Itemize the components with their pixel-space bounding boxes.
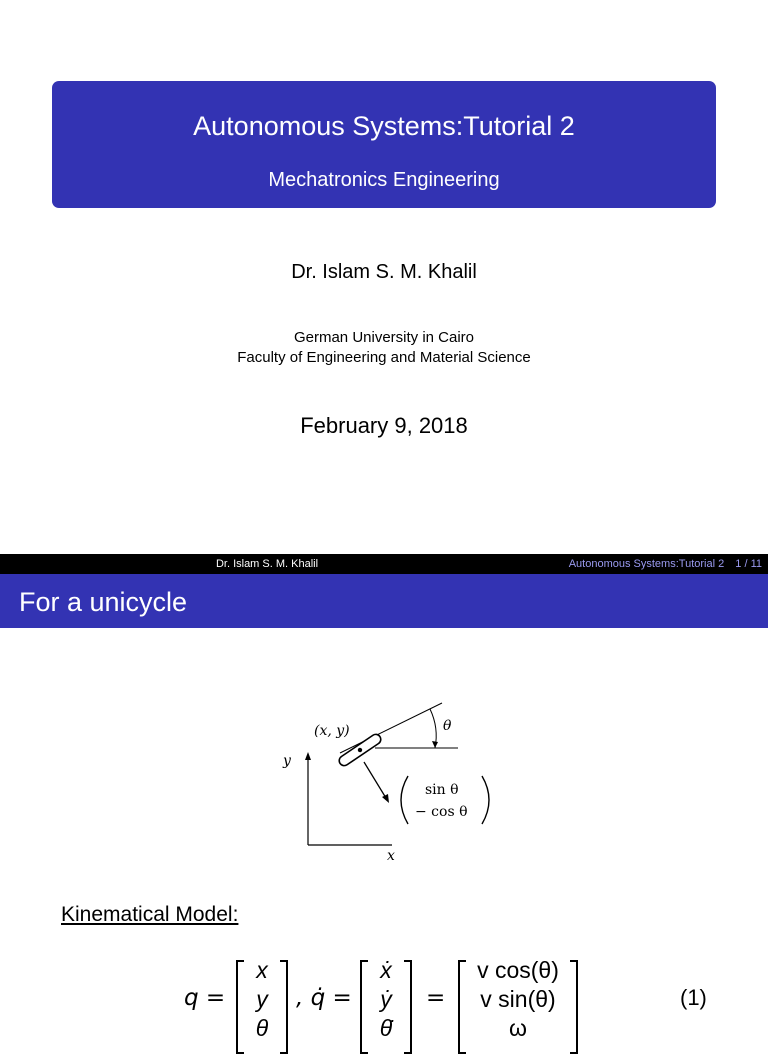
y-axis-label: y xyxy=(283,753,291,769)
unicycle-diagram xyxy=(280,690,510,870)
rhs-vector-left-bracket xyxy=(458,960,466,1054)
direction-vector xyxy=(364,762,386,798)
vector-top-entry: sin θ xyxy=(425,782,459,798)
qdot-vector-right-bracket xyxy=(404,960,412,1054)
equals-sign: = xyxy=(426,985,446,1011)
frame-title-bar xyxy=(0,574,768,628)
qdot-entry-y: ẏ xyxy=(380,986,392,1012)
title-block xyxy=(52,81,716,208)
institute-line-1: German University in Cairo xyxy=(293,329,475,346)
q-vector-right-bracket xyxy=(280,960,288,1054)
direction-vector-arrowhead xyxy=(382,794,389,803)
vector-bottom-entry: − cos θ xyxy=(415,804,468,820)
vector-right-paren xyxy=(482,776,489,824)
qdot-vector-left-bracket xyxy=(360,960,368,1054)
footer-title: Autonomous Systems:Tutorial 2 xyxy=(568,558,725,570)
frame-title: For a unicycle xyxy=(19,587,188,617)
author-name: Dr. Islam S. M. Khalil xyxy=(291,261,477,283)
q-entry-y: y xyxy=(256,986,268,1012)
qdot-entry-theta: θ̇ xyxy=(379,1015,393,1041)
footer-author: Dr. Islam S. M. Khalil xyxy=(0,554,534,574)
heading-line xyxy=(340,703,442,753)
presentation-title: Autonomous Systems:Tutorial 2 xyxy=(193,111,575,141)
slide-footer xyxy=(0,554,768,574)
presentation-date: February 9, 2018 xyxy=(300,413,468,438)
rhs-entry-2: v sin(θ) xyxy=(480,986,556,1012)
institute xyxy=(0,328,768,368)
q-entry-theta: θ xyxy=(255,1015,269,1041)
vector-left-paren xyxy=(401,776,408,824)
qdot-label: , q̇ = xyxy=(296,985,352,1011)
rhs-vector xyxy=(466,956,570,1043)
qdot-vector xyxy=(370,956,402,1043)
kinematic-equation xyxy=(0,950,768,1041)
y-axis-arrowhead xyxy=(305,752,311,760)
rhs-entry-1: v cos(θ) xyxy=(477,957,559,983)
rhs-entry-3: ω xyxy=(509,1015,527,1041)
section-heading: Kinematical Model: xyxy=(61,903,239,926)
q-vector xyxy=(246,956,278,1043)
institute-line-2: Faculty of Engineering and Material Science xyxy=(237,349,531,366)
point-label: (x, y) xyxy=(314,723,350,739)
x-axis-label: x xyxy=(387,848,395,864)
footer-right xyxy=(534,554,768,574)
qdot-entry-x: ẋ xyxy=(380,957,392,983)
angle-label: θ xyxy=(443,718,452,734)
q-label: q = xyxy=(184,985,226,1011)
angle-arc-arrowhead xyxy=(432,741,438,748)
footer-page-number: 1 / 11 xyxy=(735,558,762,570)
q-entry-x: x xyxy=(256,957,268,983)
q-vector-left-bracket xyxy=(236,960,244,1054)
equation-number: (1) xyxy=(680,985,707,1010)
rhs-vector-right-bracket xyxy=(570,960,578,1054)
presentation-subtitle: Mechatronics Engineering xyxy=(268,169,500,191)
